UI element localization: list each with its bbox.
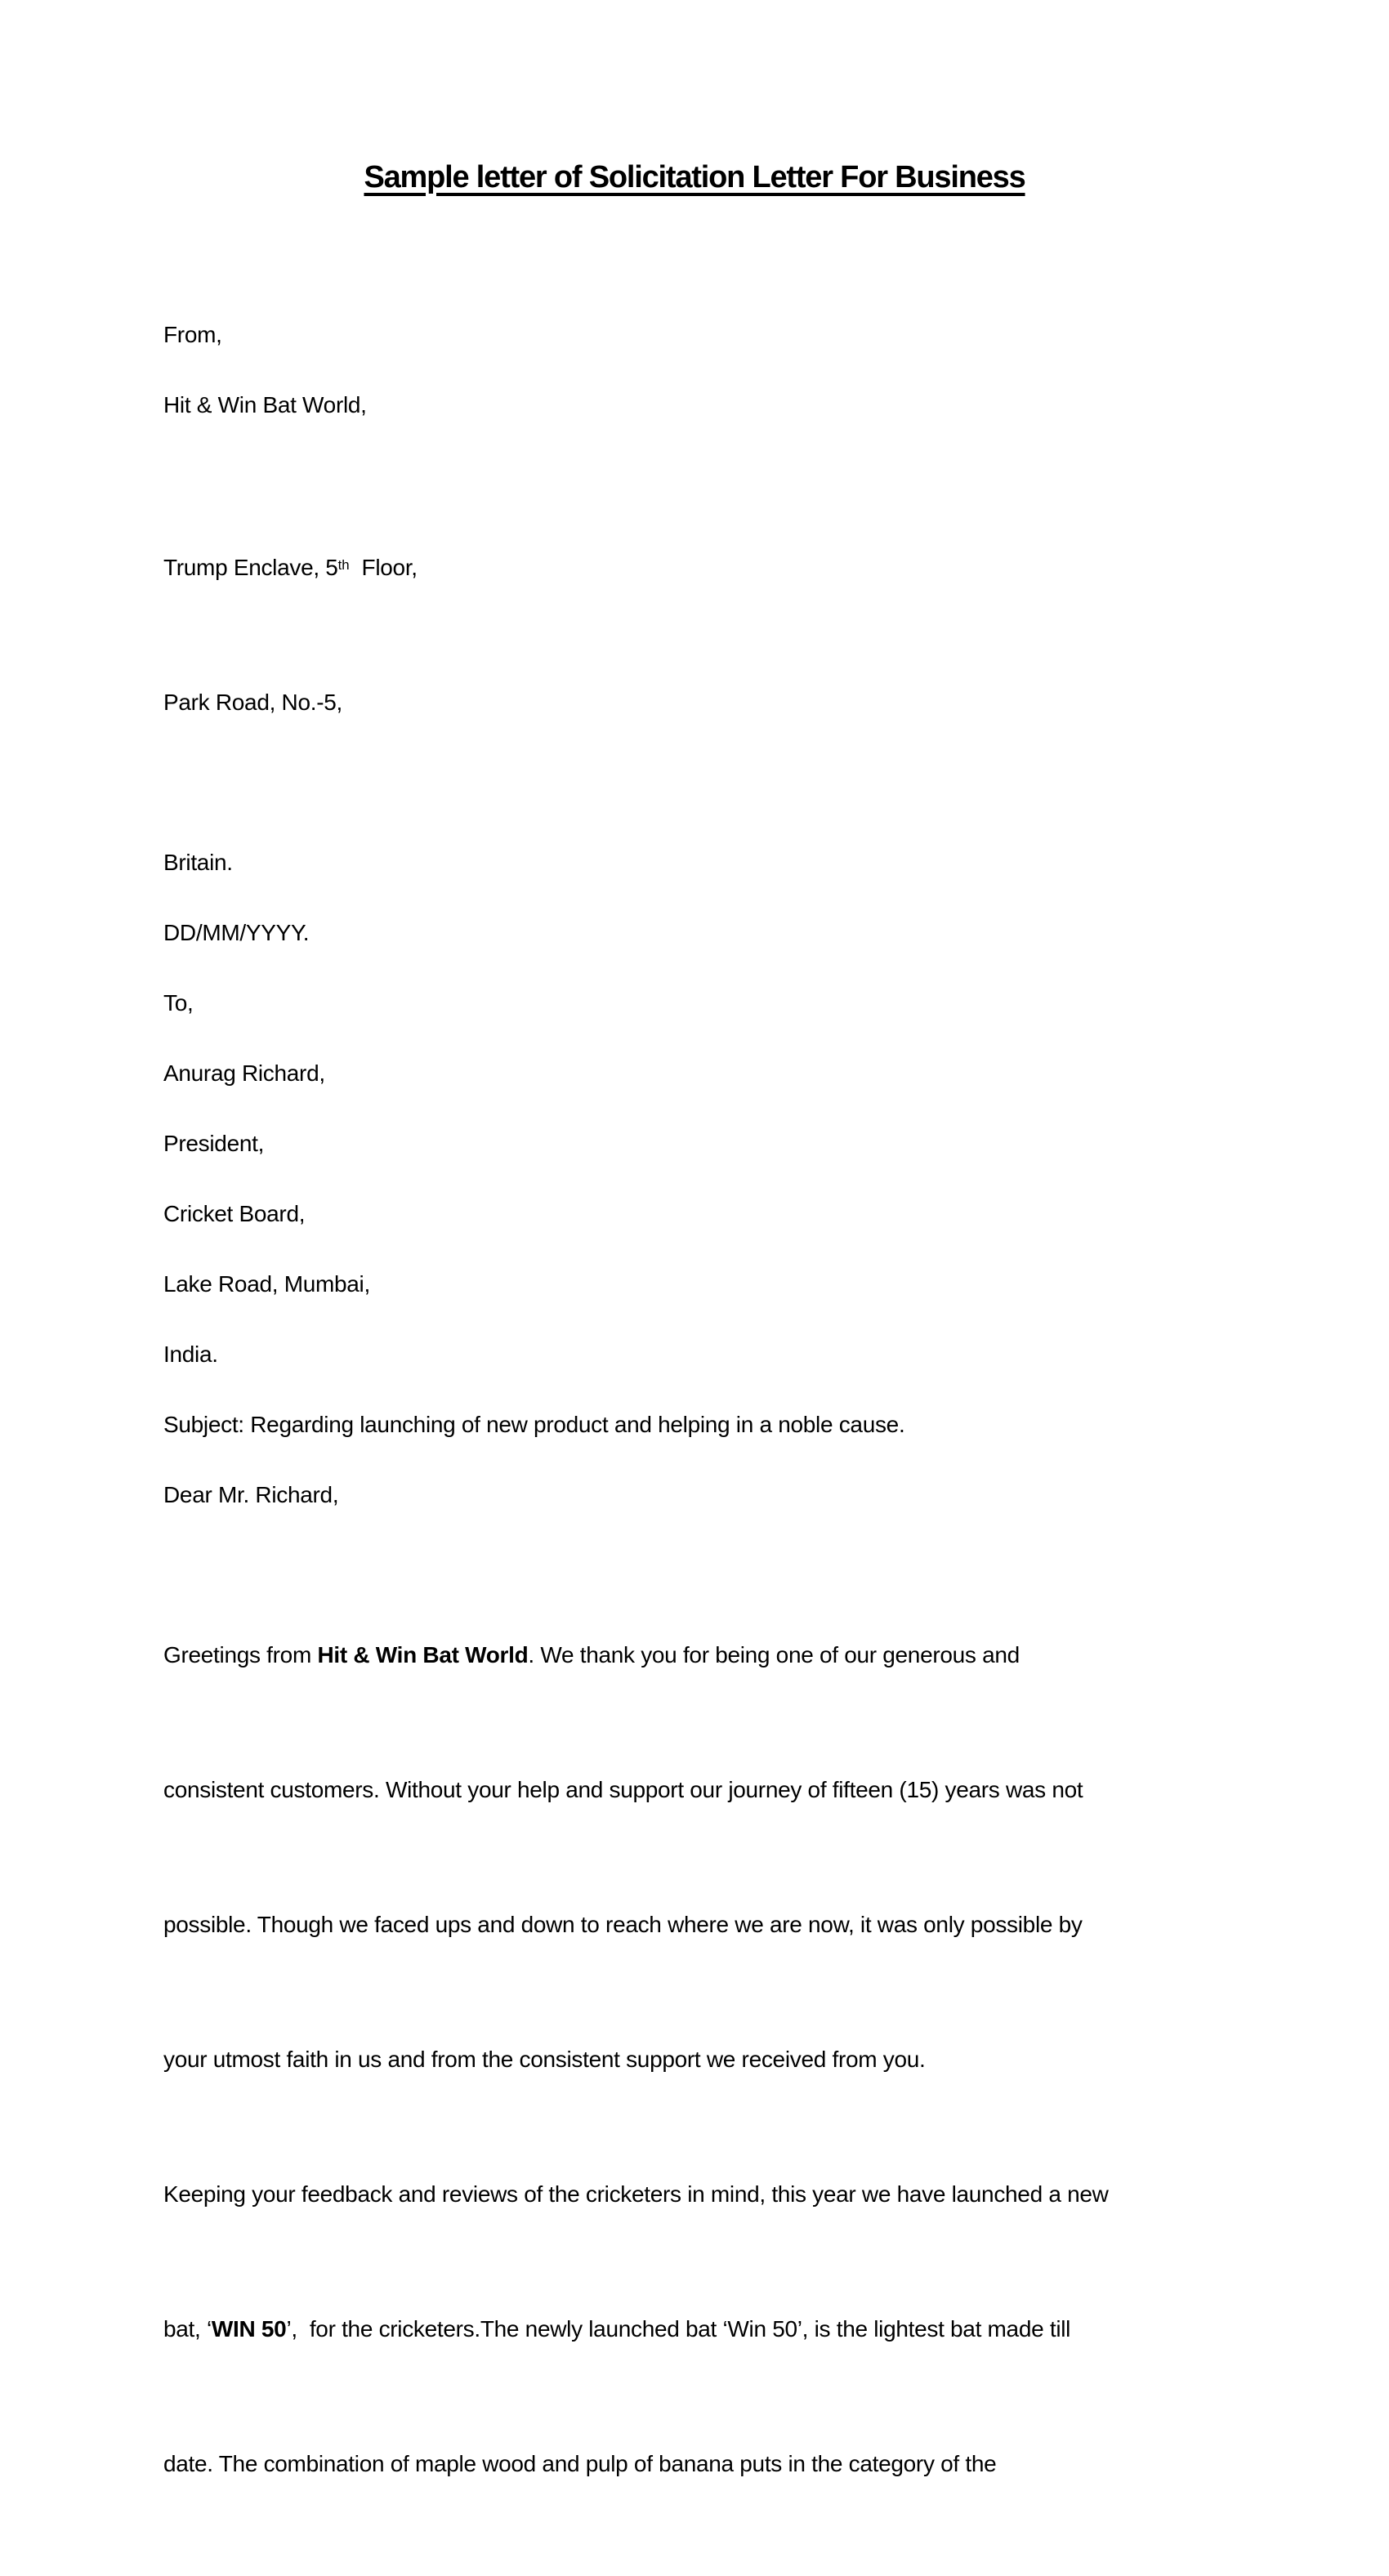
superscript-text: th <box>337 557 350 573</box>
recipient-block <box>163 980 1226 1377</box>
text-segment: possible. Though we faced ups and down to reach where we are now, it was only possible by <box>163 1912 1083 1938</box>
body-text-line <box>163 1902 1226 1947</box>
recipient-organization: Cricket Board, <box>163 1201 306 1227</box>
body-text-line <box>163 1767 1226 1812</box>
bold-text: Hit & Win Bat World <box>317 1642 529 1668</box>
body-text-line <box>163 1632 1226 1677</box>
recipient-country: India. <box>163 1342 218 1368</box>
text-segment: your utmost faith in us and from the consistent support we received from you. <box>163 2047 926 2073</box>
text-segment: . We thank you for being one of our generous and <box>528 1642 1020 1668</box>
sender-company: Hit & Win Bat World, <box>163 392 367 417</box>
sender-address-line-1 <box>163 542 1226 590</box>
recipient-designation: President, <box>163 1131 265 1157</box>
sender-block <box>163 312 1226 955</box>
text-segment: date. The combination of maple wood and pulp of banana puts in the category of the <box>163 2451 997 2477</box>
letter-date: DD/MM/YYYY. <box>163 920 310 946</box>
sender-address <box>163 453 1226 815</box>
bold-text: WIN 50 <box>211 2316 287 2342</box>
body-text-line <box>163 2306 1226 2351</box>
sender-country: Britain. <box>163 850 233 876</box>
text-segment: Floor, <box>349 555 418 581</box>
text-segment: bat, ‘ <box>163 2316 212 2342</box>
text-segment: Trump Enclave, 5 <box>163 555 338 581</box>
body-paragraph <box>163 1542 1226 2576</box>
text-segment: consistent customers. Without your help and support our journey of fifteen (15) years was not <box>163 1777 1083 1803</box>
recipient-address: Lake Road, Mumbai, <box>163 1271 370 1297</box>
text-segment: Greetings from <box>163 1642 318 1668</box>
text-segment: ’, for the cricketers.The newly launched bat ‘Win 50’, is the lightest bat made till <box>286 2316 1071 2342</box>
from-label: From, <box>163 322 222 347</box>
to-label: To, <box>163 990 194 1016</box>
subject-line: Subject: Regarding launching of new product and helping in a noble cause. <box>163 1412 905 1438</box>
recipient-name: Anurag Richard, <box>163 1060 325 1087</box>
letter-title: Sample letter of Solicitation Letter For Business <box>364 160 1025 194</box>
body-text-line <box>163 2037 1226 2082</box>
sender-address-line-2: Park Road, No.-5, <box>163 690 342 716</box>
body-text-line <box>163 2172 1226 2217</box>
body-text-line <box>163 2441 1226 2486</box>
salutation: Dear Mr. Richard, <box>163 1482 339 1508</box>
text-segment: Keeping your feedback and reviews of the cricketers in mind, this year we have launched a new <box>163 2181 1109 2208</box>
